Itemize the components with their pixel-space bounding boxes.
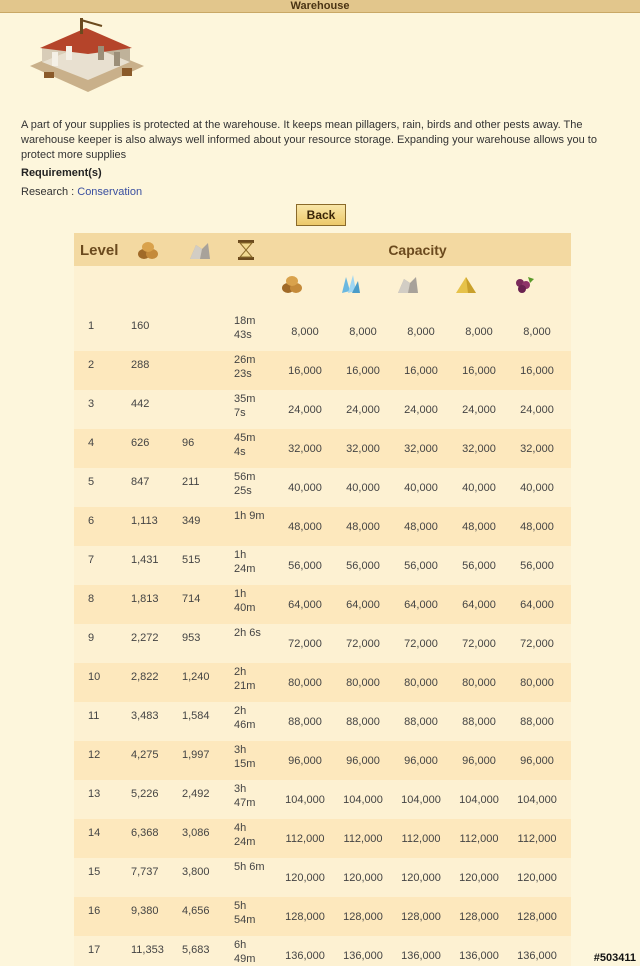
crystal-capacity-cell: 80,000: [346, 677, 380, 689]
table-row: [74, 468, 571, 507]
build-time-cell: 3h 47m: [234, 783, 256, 809]
marble-capacity-cell: 8,000: [407, 326, 435, 338]
build-time-cell: 6h 49m: [234, 939, 256, 965]
crystal-capacity-cell: 72,000: [346, 638, 380, 650]
marble-capacity-cell: 16,000: [404, 365, 438, 377]
upgrade-table: [74, 233, 571, 966]
wood-cost-cell: 11,353: [131, 944, 164, 956]
wood-capacity-cell: 8,000: [291, 326, 319, 338]
table-row: [74, 312, 571, 351]
stone-cost-cell: 1,584: [182, 710, 210, 722]
sulfur-capacity-cell: 56,000: [462, 560, 496, 572]
build-time-cell: 35m 7s: [234, 393, 256, 419]
wine-capacity-cell: 40,000: [520, 482, 554, 494]
wood-icon: [136, 239, 160, 261]
crystal-capacity-cell: 112,000: [343, 833, 383, 845]
wine-capacity-cell: 8,000: [523, 326, 551, 338]
marble-capacity-cell: 48,000: [404, 521, 438, 533]
wood-icon: [280, 273, 304, 295]
wine-capacity-cell: 88,000: [520, 716, 554, 728]
wood-cost-cell: 2,272: [131, 632, 159, 644]
wood-cost-cell: 160: [131, 320, 150, 332]
level-cell: 8: [88, 593, 95, 605]
wood-cost-cell: 4,275: [131, 749, 159, 761]
marble-capacity-cell: 80,000: [404, 677, 438, 689]
wine-capacity-cell: 32,000: [520, 443, 554, 455]
wood-cost-cell: 847: [131, 476, 150, 488]
crystal-capacity-cell: 56,000: [346, 560, 380, 572]
wood-capacity-cell: 120,000: [285, 872, 325, 884]
marble-capacity-cell: 104,000: [401, 794, 441, 806]
crystal-capacity-cell: 64,000: [346, 599, 380, 611]
level-cell: 13: [88, 788, 101, 800]
sulfur-capacity-cell: 88,000: [462, 716, 496, 728]
table-row: [74, 624, 571, 663]
wood-capacity-cell: 64,000: [288, 599, 322, 611]
wood-cost-cell: 6,368: [131, 827, 159, 839]
table-row: [74, 702, 571, 741]
crystal-capacity-cell: 16,000: [346, 365, 380, 377]
marble-capacity-cell: 24,000: [404, 404, 438, 416]
sulfur-capacity-cell: 32,000: [462, 443, 496, 455]
research-label: Research :: [21, 186, 78, 198]
table-row: [74, 897, 571, 936]
capacity-column-header: Capacity: [388, 242, 447, 258]
table-row: [74, 936, 571, 966]
wine-capacity-cell: 16,000: [520, 365, 554, 377]
research-link[interactable]: Conservation: [77, 186, 143, 198]
wood-cost-cell: 7,737: [131, 866, 159, 878]
requirements-title: Requirement(s): [21, 167, 102, 179]
sulfur-icon: [454, 273, 478, 295]
stone-cost-cell: 3,086: [182, 827, 210, 839]
stone-cost-cell: 1,240: [182, 671, 210, 683]
build-time-cell: 56m 25s: [234, 471, 256, 497]
crystal-capacity-cell: 24,000: [346, 404, 380, 416]
marble-capacity-cell: 72,000: [404, 638, 438, 650]
level-cell: 14: [88, 827, 101, 839]
crystal-capacity-cell: 8,000: [349, 326, 377, 338]
marble-capacity-cell: 96,000: [404, 755, 438, 767]
wood-cost-cell: 626: [131, 437, 150, 449]
build-time-cell: 3h 15m: [234, 744, 256, 770]
wine-capacity-cell: 112,000: [517, 833, 557, 845]
marble-capacity-cell: 40,000: [404, 482, 438, 494]
sulfur-capacity-cell: 16,000: [462, 365, 496, 377]
crystal-capacity-cell: 136,000: [343, 950, 383, 962]
build-time-cell: 1h 24m: [234, 549, 256, 575]
stone-icon: [188, 239, 212, 261]
level-cell: 15: [88, 866, 101, 878]
stone-cost-cell: 1,997: [182, 749, 210, 761]
build-time-cell: 1h 9m: [234, 510, 265, 522]
wood-cost-cell: 288: [131, 359, 150, 371]
build-time-cell: 5h 6m: [234, 861, 265, 873]
marble-capacity-cell: 88,000: [404, 716, 438, 728]
level-cell: 11: [88, 710, 100, 722]
sulfur-capacity-cell: 64,000: [462, 599, 496, 611]
build-time-cell: 2h 46m: [234, 705, 256, 731]
wood-capacity-cell: 56,000: [288, 560, 322, 572]
sulfur-capacity-cell: 72,000: [462, 638, 496, 650]
window-title: Warehouse: [0, 0, 640, 13]
wood-cost-cell: 9,380: [131, 905, 159, 917]
crystal-icon: [338, 273, 362, 295]
marble-capacity-cell: 64,000: [404, 599, 438, 611]
level-column-header: Level: [80, 242, 119, 259]
wine-capacity-cell: 80,000: [520, 677, 554, 689]
table-row: [74, 351, 571, 390]
table-row: [74, 507, 571, 546]
wine-capacity-cell: 120,000: [517, 872, 557, 884]
build-time-cell: 2h 21m: [234, 666, 256, 692]
wood-capacity-cell: 24,000: [288, 404, 322, 416]
build-time-cell: 26m 23s: [234, 354, 256, 380]
stone-cost-cell: 515: [182, 554, 201, 566]
wine-capacity-cell: 104,000: [517, 794, 557, 806]
level-cell: 6: [88, 515, 95, 527]
wood-capacity-cell: 16,000: [288, 365, 322, 377]
wood-capacity-cell: 88,000: [288, 716, 322, 728]
level-cell: 17: [88, 944, 101, 956]
wine-icon: [512, 273, 536, 295]
level-cell: 4: [88, 437, 95, 449]
level-cell: 5: [88, 476, 95, 488]
wine-capacity-cell: 72,000: [520, 638, 554, 650]
marble-icon: [396, 273, 420, 295]
sulfur-capacity-cell: 48,000: [462, 521, 496, 533]
wood-cost-cell: 442: [131, 398, 150, 410]
sulfur-capacity-cell: 128,000: [459, 911, 499, 923]
hourglass-icon: [234, 239, 258, 261]
wood-capacity-cell: 112,000: [285, 833, 325, 845]
crystal-capacity-cell: 88,000: [346, 716, 380, 728]
sulfur-capacity-cell: 112,000: [459, 833, 499, 845]
level-cell: 2: [88, 359, 95, 371]
wood-capacity-cell: 40,000: [288, 482, 322, 494]
crystal-capacity-cell: 48,000: [346, 521, 380, 533]
wine-capacity-cell: 64,000: [520, 599, 554, 611]
sulfur-capacity-cell: 104,000: [459, 794, 499, 806]
wine-capacity-cell: 136,000: [517, 950, 557, 962]
wood-cost-cell: 3,483: [131, 710, 159, 722]
marble-capacity-cell: 32,000: [404, 443, 438, 455]
stone-cost-cell: 5,683: [182, 944, 210, 956]
wood-cost-cell: 1,431: [131, 554, 159, 566]
wine-capacity-cell: 48,000: [520, 521, 554, 533]
stone-cost-cell: 349: [182, 515, 201, 527]
crystal-capacity-cell: 96,000: [346, 755, 380, 767]
table-row: [74, 741, 571, 780]
building-description: A part of your supplies is protected at the warehouse. It keeps mean pillagers, rain, birds and other pests away. The warehouse keeper is also always well informed about your resource storage. Expanding your warehouse allows you to protect more supplies: [21, 119, 597, 161]
table-row: [74, 390, 571, 429]
table-row: [74, 546, 571, 585]
marble-capacity-cell: 120,000: [401, 872, 441, 884]
crystal-capacity-cell: 120,000: [343, 872, 383, 884]
build-time-cell: 5h 54m: [234, 900, 256, 926]
wood-capacity-cell: 96,000: [288, 755, 322, 767]
wine-capacity-cell: 128,000: [517, 911, 557, 923]
table-row: [74, 429, 571, 468]
stone-cost-cell: 4,656: [182, 905, 210, 917]
level-cell: 16: [88, 905, 101, 917]
marble-capacity-cell: 136,000: [401, 950, 441, 962]
build-time-cell: 4h 24m: [234, 822, 256, 848]
stone-cost-cell: 953: [182, 632, 201, 644]
crystal-capacity-cell: 40,000: [346, 482, 380, 494]
sulfur-capacity-cell: 120,000: [459, 872, 499, 884]
sulfur-capacity-cell: 136,000: [459, 950, 499, 962]
wood-capacity-cell: 72,000: [288, 638, 322, 650]
table-row: [74, 585, 571, 624]
stone-cost-cell: 211: [182, 476, 200, 488]
level-cell: 10: [88, 671, 101, 683]
marble-capacity-cell: 128,000: [401, 911, 441, 923]
wood-capacity-cell: 48,000: [288, 521, 322, 533]
stone-cost-cell: 96: [182, 437, 195, 449]
wood-cost-cell: 1,813: [131, 593, 159, 605]
level-cell: 3: [88, 398, 95, 410]
marble-capacity-cell: 112,000: [401, 833, 441, 845]
level-cell: 9: [88, 632, 95, 644]
wood-cost-cell: 5,226: [131, 788, 159, 800]
level-cell: 12: [88, 749, 101, 761]
stone-cost-cell: 3,800: [182, 866, 210, 878]
wine-capacity-cell: 96,000: [520, 755, 554, 767]
stone-cost-cell: 2,492: [182, 788, 210, 800]
research-requirement: [21, 186, 142, 198]
wine-capacity-cell: 56,000: [520, 560, 554, 572]
sulfur-capacity-cell: 24,000: [462, 404, 496, 416]
build-time-cell: 45m 4s: [234, 432, 256, 458]
sulfur-capacity-cell: 8,000: [465, 326, 493, 338]
sulfur-capacity-cell: 80,000: [462, 677, 496, 689]
wood-capacity-cell: 80,000: [288, 677, 322, 689]
table-row: [74, 780, 571, 819]
build-time-cell: 2h 6s: [234, 627, 261, 639]
warehouse-building-image: [22, 14, 152, 94]
table-row: [74, 663, 571, 702]
crystal-capacity-cell: 32,000: [346, 443, 380, 455]
level-cell: 1: [88, 320, 95, 332]
table-row: [74, 819, 571, 858]
wood-capacity-cell: 136,000: [285, 950, 325, 962]
table-header: [74, 233, 571, 266]
wood-capacity-cell: 32,000: [288, 443, 322, 455]
wine-capacity-cell: 24,000: [520, 404, 554, 416]
wood-cost-cell: 2,822: [131, 671, 159, 683]
table-row: [74, 858, 571, 897]
wood-cost-cell: 1,113: [131, 515, 158, 527]
back-button[interactable]: Back: [296, 204, 346, 226]
wood-capacity-cell: 104,000: [285, 794, 325, 806]
build-time-cell: 1h 40m: [234, 588, 256, 614]
stone-cost-cell: 714: [182, 593, 201, 605]
crystal-capacity-cell: 128,000: [343, 911, 383, 923]
watermark: #503411: [593, 952, 636, 964]
wood-capacity-cell: 128,000: [285, 911, 325, 923]
build-time-cell: 18m 43s: [234, 315, 256, 341]
marble-capacity-cell: 56,000: [404, 560, 438, 572]
sulfur-capacity-cell: 96,000: [462, 755, 496, 767]
sulfur-capacity-cell: 40,000: [462, 482, 496, 494]
crystal-capacity-cell: 104,000: [343, 794, 383, 806]
level-cell: 7: [88, 554, 95, 566]
